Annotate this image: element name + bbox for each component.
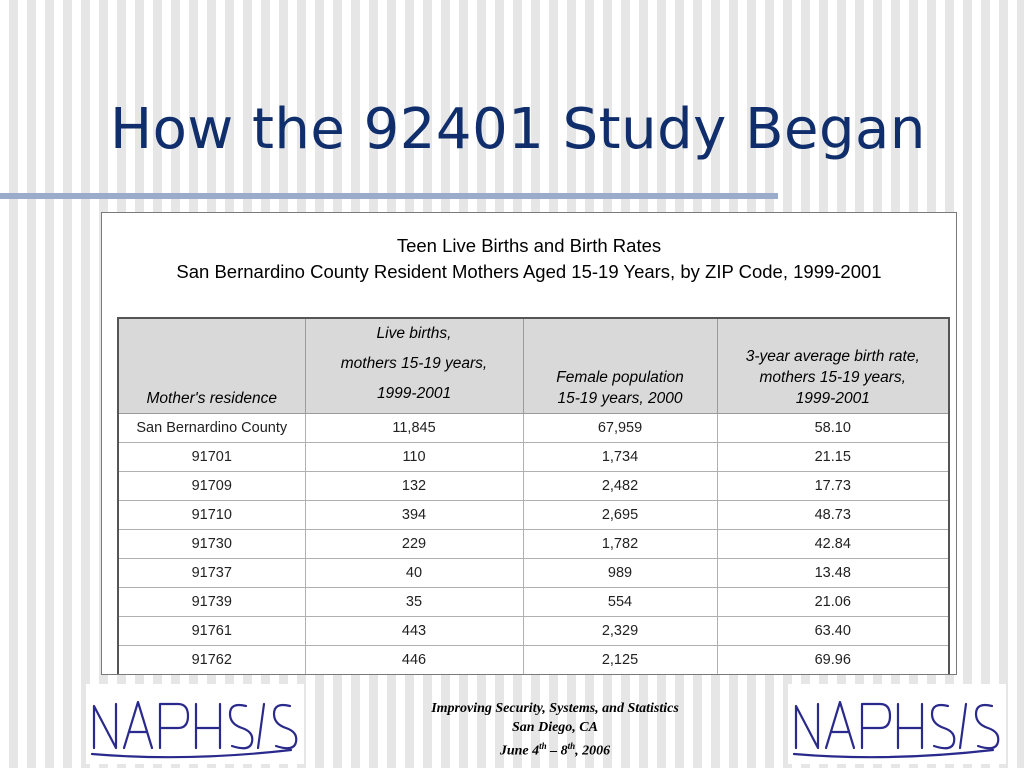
cell-live-births: 35 — [305, 588, 523, 617]
table-row — [118, 443, 949, 472]
header-female-population: Female population 15-19 years, 2000 — [523, 318, 717, 414]
cell-residence: San Bernardino County — [118, 414, 305, 443]
table-title: Teen Live Births and Birth Rates — [396, 235, 662, 256]
cell-residence: 91737 — [118, 559, 305, 588]
table-row — [118, 414, 949, 443]
title-underline — [0, 193, 778, 199]
table-row — [118, 588, 949, 617]
birth-rate-table — [117, 317, 950, 675]
cell-female-population: 2,329 — [523, 617, 717, 646]
table-row — [118, 559, 949, 588]
cell-birth-rate: 48.73 — [717, 501, 949, 530]
header-mothers-residence: Mother's residence — [118, 318, 305, 414]
header-birth-rate: 3-year average birth rate, mothers 15-19 years, 1999-2001 — [717, 318, 949, 414]
footer-line-2: San Diego, CA — [512, 720, 598, 735]
cell-residence: 91709 — [118, 472, 305, 501]
cell-residence: 91701 — [118, 443, 305, 472]
table-subtitle: San Bernardino County Resident Mothers Aged 15-19 Years, by ZIP Code, 1999-2001 — [176, 261, 882, 282]
footer-conference-info — [300, 699, 810, 761]
cell-birth-rate: 21.15 — [717, 443, 949, 472]
cell-live-births: 110 — [305, 443, 523, 472]
cell-birth-rate: 42.84 — [717, 530, 949, 559]
footer-line-1: Improving Security, Systems, and Statistics — [431, 701, 679, 716]
naphsis-logo-right — [788, 684, 1006, 764]
cell-female-population: 554 — [523, 588, 717, 617]
cell-birth-rate: 13.48 — [717, 559, 949, 588]
footer-date: June 4th – 8th, 2006 — [499, 741, 611, 759]
header-live-births: Live births, mothers 15-19 years, 1999-2001 — [305, 318, 523, 414]
cell-residence: 91730 — [118, 530, 305, 559]
cell-female-population: 1,734 — [523, 443, 717, 472]
cell-female-population: 989 — [523, 559, 717, 588]
cell-live-births: 40 — [305, 559, 523, 588]
cell-residence: 91739 — [118, 588, 305, 617]
naphsis-logo-left — [86, 684, 304, 764]
cell-live-births: 11,845 — [305, 414, 523, 443]
cell-live-births: 443 — [305, 617, 523, 646]
cell-live-births: 446 — [305, 646, 523, 675]
cell-female-population: 67,959 — [523, 414, 717, 443]
cell-residence: 91710 — [118, 501, 305, 530]
table-card — [101, 212, 957, 675]
cell-live-births: 229 — [305, 530, 523, 559]
table-row — [118, 646, 949, 675]
cell-birth-rate: 63.40 — [717, 617, 949, 646]
cell-live-births: 394 — [305, 501, 523, 530]
cell-female-population: 2,125 — [523, 646, 717, 675]
slide-title: How the 92401 Study Began — [110, 97, 926, 162]
cell-female-population: 2,482 — [523, 472, 717, 501]
naphsis-logo-left-graphic — [86, 684, 304, 764]
table-row — [118, 617, 949, 646]
cell-residence: 91762 — [118, 646, 305, 675]
cell-residence: 91761 — [118, 617, 305, 646]
table-row — [118, 472, 949, 501]
cell-birth-rate: 17.73 — [717, 472, 949, 501]
cell-birth-rate: 69.96 — [717, 646, 949, 675]
naphsis-logo-right-graphic — [788, 684, 1006, 764]
table-row — [118, 530, 949, 559]
table-row — [118, 501, 949, 530]
table-header-row — [118, 318, 949, 414]
cell-live-births: 132 — [305, 472, 523, 501]
cell-birth-rate: 21.06 — [717, 588, 949, 617]
cell-birth-rate: 58.10 — [717, 414, 949, 443]
cell-female-population: 1,782 — [523, 530, 717, 559]
cell-female-population: 2,695 — [523, 501, 717, 530]
